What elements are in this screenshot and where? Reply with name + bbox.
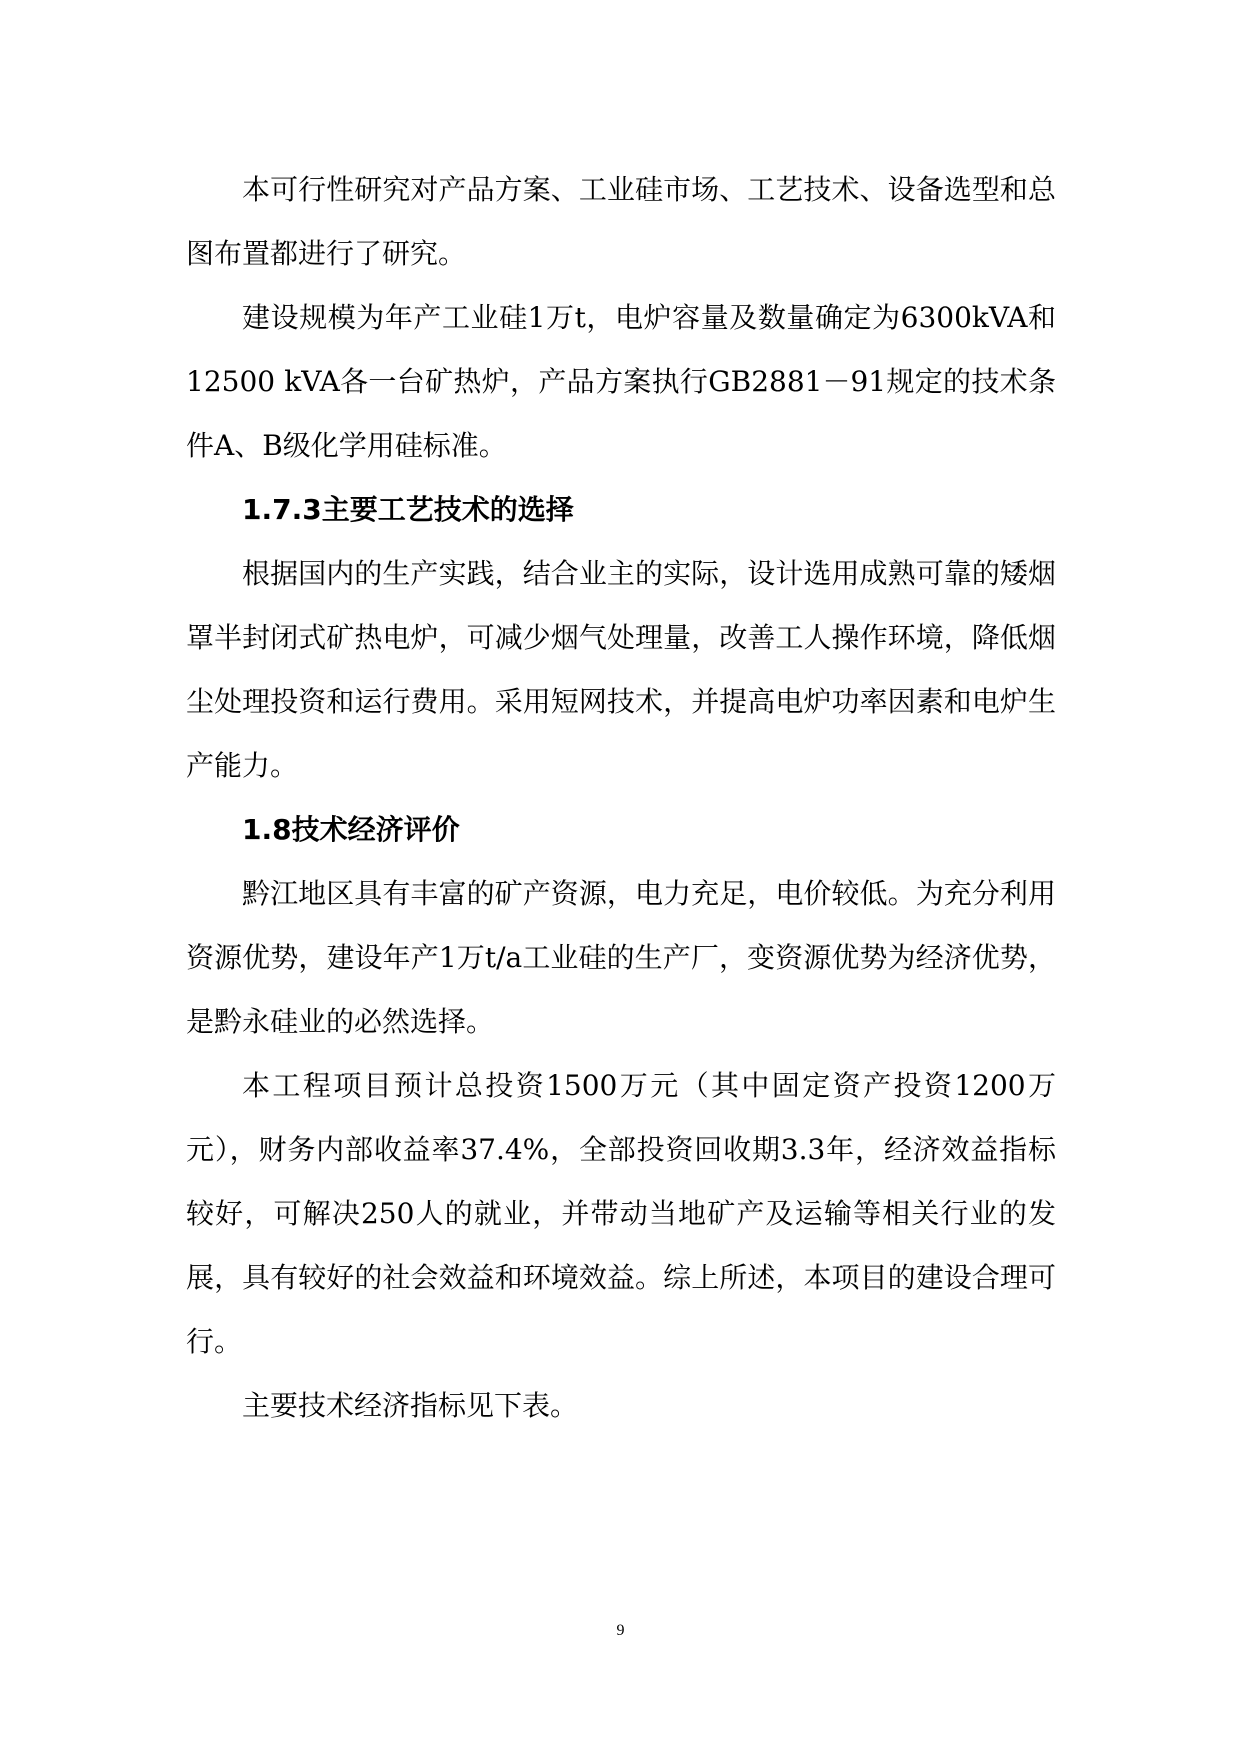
paragraph-table-reference: 主要技术经济指标见下表。 [242,1389,579,1422]
paragraph-resource-advantage: 黔江地区具有丰富的矿产资源，电力充足，电价较低。为充分利用资源优势，建设年产1万t/a工业硅的生产厂，变资源优势为经济优势，是黔永硅业的必然选择。 [186,877,1056,1038]
section-heading-process-technology: 1.7.3主要工艺技术的选择 [242,493,574,526]
paragraph-construction-scale: 建设规模为年产工业硅1万t，电炉容量及数量确定为6300kVA和12500 kVA各一台矿热炉，产品方案执行GB2881－91规定的技术条件A、B级化学用硅标准。 [186,301,1056,462]
page-number: 9 [616,1622,625,1639]
paragraph-investment-summary: 本工程项目预计总投资1500万元（其中固定资产投资1200万元），财务内部收益率37.4%，全部投资回收期3.3年，经济效益指标较好，可解决250人的就业，并带动当地矿产及运输等相关行业的发展，具有较好的社会效益和环境效益。综上所述，本项目的建设合理可行。 [186,1069,1056,1358]
document-body [186,158,1056,1438]
paragraph-research-scope: 本可行性研究对产品方案、工业硅市场、工艺技术、设备选型和总图布置都进行了研究。 [186,173,1056,270]
paragraph-process-technology: 根据国内的生产实践，结合业主的实际，设计选用成熟可靠的矮烟罩半封闭式矿热电炉，可减少烟气处理量，改善工人操作环境，降低烟尘处理投资和运行费用。采用短网技术，并提高电炉功率因素和电炉生产能力。 [186,557,1056,782]
section-heading-economic-evaluation: 1.8技术经济评价 [242,813,460,846]
